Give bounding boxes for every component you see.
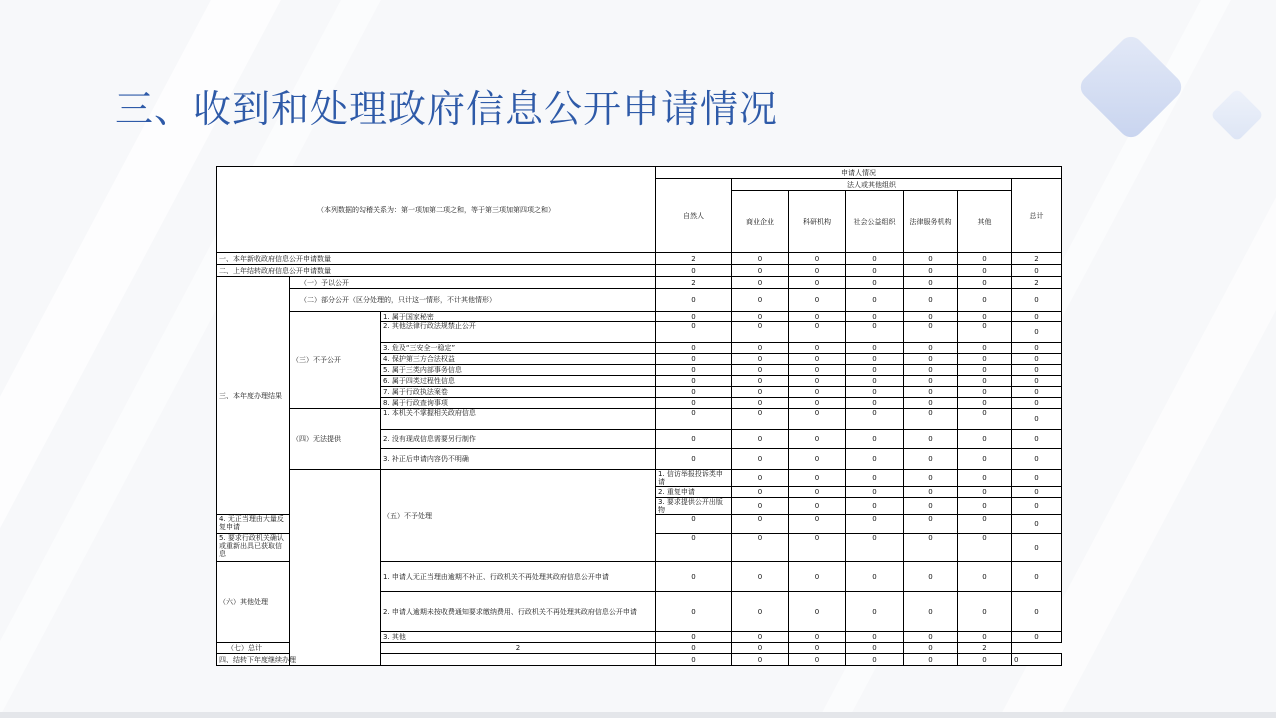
table-row xyxy=(217,265,1062,277)
cannot-provide-group-label: （四）无法提供 xyxy=(290,409,381,470)
cell-value: 0 xyxy=(904,376,958,387)
cell-value: 0 xyxy=(958,343,1012,354)
cell-value: 0 xyxy=(904,289,958,312)
cell-value: 0 xyxy=(904,409,958,430)
cell-value: 0 xyxy=(732,289,789,312)
cell-value: 0 xyxy=(656,398,732,409)
cell-value: 0 xyxy=(958,409,1012,430)
row-label: 2. 重复申请 xyxy=(656,487,732,498)
cell-value: 0 xyxy=(656,632,732,643)
cell-value: 0 xyxy=(732,498,789,515)
cell-value: 0 xyxy=(789,289,846,312)
table-row xyxy=(217,654,1062,666)
decor-diamond xyxy=(1210,88,1264,142)
cell-value: 0 xyxy=(958,430,1012,449)
row-label: 4. 保护第三方合法权益 xyxy=(381,354,656,365)
cell-value: 0 xyxy=(846,643,904,654)
cell-value: 0 xyxy=(958,654,1012,666)
cell-value: 0 xyxy=(846,354,904,365)
cell-value: 0 xyxy=(789,343,846,354)
row-label: 1. 信访举报投诉类申请 xyxy=(656,470,732,487)
cell-value: 0 xyxy=(846,592,904,632)
cell-value: 0 xyxy=(656,289,732,312)
cell-value: 0 xyxy=(732,343,789,354)
cell-value: 0 xyxy=(904,265,958,277)
cell-value: 0 xyxy=(789,592,846,632)
cell-value: 0 xyxy=(904,498,958,515)
cell-value: 0 xyxy=(846,343,904,354)
cell-value: 0 xyxy=(958,312,1012,322)
cell-value: 0 xyxy=(958,289,1012,312)
cell-value: 0 xyxy=(846,470,904,487)
cell-value: 0 xyxy=(846,430,904,449)
cell-total: 0 xyxy=(1012,343,1062,354)
cell-value: 0 xyxy=(904,487,958,498)
cell-value: 0 xyxy=(789,654,846,666)
cell-value: 0 xyxy=(958,322,1012,343)
header-note: （本列数据的勾稽关系为：第一项加第二项之和，等于第三项加第四项之和） xyxy=(217,167,656,253)
cell-value: 0 xyxy=(656,409,732,430)
cell-value: 0 xyxy=(904,253,958,265)
row-label: 6. 属于四类过程性信息 xyxy=(381,376,656,387)
cell-value: 0 xyxy=(656,365,732,376)
cell-total: 0 xyxy=(1012,376,1062,387)
row-label: 2. 申请人逾期未按收费通知要求缴纳费用、行政机关不再处理其政府信息公开申请 xyxy=(381,592,656,632)
row-label: 一、本年新收政府信息公开申请数量 xyxy=(217,253,656,265)
cell-value: 0 xyxy=(732,643,789,654)
cell-value: 0 xyxy=(732,562,789,592)
cell-value: 0 xyxy=(958,449,1012,470)
result-group-label: 三、本年度办理结果 xyxy=(217,277,290,515)
not-processed-group-label: （五）不予处理 xyxy=(381,470,656,562)
table-body xyxy=(217,167,1062,666)
cell-value: 0 xyxy=(656,562,732,592)
cell-value: 0 xyxy=(789,487,846,498)
cell-value: 0 xyxy=(656,343,732,354)
cell-value: 0 xyxy=(789,632,846,643)
cell-value: 0 xyxy=(656,643,732,654)
cell-value: 0 xyxy=(732,277,789,289)
cell-total: 2 xyxy=(1012,253,1062,265)
cell-value: 0 xyxy=(656,265,732,277)
cell-value: 0 xyxy=(846,498,904,515)
result-group-continued xyxy=(290,470,381,666)
cell-total: 0 xyxy=(1012,534,1062,562)
header-natural-person: 自然人 xyxy=(656,179,732,253)
cell-value: 0 xyxy=(904,277,958,289)
cell-value: 0 xyxy=(904,398,958,409)
cell-value: 0 xyxy=(846,322,904,343)
table-row xyxy=(217,277,1062,289)
cell-value: 0 xyxy=(789,265,846,277)
cell-value: 0 xyxy=(656,534,732,562)
cell-value: 0 xyxy=(732,534,789,562)
cell-total: 0 xyxy=(1012,632,1062,643)
cell-value: 0 xyxy=(732,515,789,534)
cell-value: 0 xyxy=(656,387,732,398)
cell-value: 0 xyxy=(656,515,732,534)
cell-value: 0 xyxy=(1012,498,1062,515)
cell-value: 0 xyxy=(846,265,904,277)
cell-total: 0 xyxy=(1012,387,1062,398)
row-label: 四、结转下年度继续办理 xyxy=(217,654,656,666)
cell-total: 0 xyxy=(1012,409,1062,430)
cell-value: 0 xyxy=(732,487,789,498)
cell-total: 2 xyxy=(1012,277,1062,289)
cell-value: 0 xyxy=(958,265,1012,277)
row-label: 1. 本机关不掌握相关政府信息 xyxy=(381,409,656,430)
cell-total: 0 xyxy=(1012,562,1062,592)
cell-value: 0 xyxy=(904,387,958,398)
disclosure-table xyxy=(216,166,1062,666)
header-public-welfare: 社会公益组织 xyxy=(846,191,904,253)
row-label: 3. 其他 xyxy=(381,632,656,643)
table-row xyxy=(217,643,1062,654)
cell-value: 0 xyxy=(958,498,1012,515)
slide-bottom-bar xyxy=(0,712,1276,718)
row-label: （二）部分公开（区分处理的，只计这一情形，不计其他情形） xyxy=(290,289,656,312)
cell-value: 0 xyxy=(958,534,1012,562)
header-total: 总计 xyxy=(1012,179,1062,253)
cell-value: 0 xyxy=(846,253,904,265)
cell-value: 0 xyxy=(1012,470,1062,487)
cell-total: 0 xyxy=(1012,515,1062,534)
cell-value: 0 xyxy=(732,449,789,470)
cell-value: 0 xyxy=(732,430,789,449)
table-row xyxy=(217,289,1062,312)
cell-total: 0 xyxy=(1012,592,1062,632)
header-research: 科研机构 xyxy=(789,191,846,253)
cell-value: 0 xyxy=(789,376,846,387)
cell-value: 0 xyxy=(789,387,846,398)
cell-value: 0 xyxy=(904,632,958,643)
header-legal-and-other: 法人或其他组织 xyxy=(732,179,1012,191)
cell-value: 0 xyxy=(789,430,846,449)
cell-value: 0 xyxy=(789,498,846,515)
cell-value: 0 xyxy=(789,277,846,289)
cell-total: 0 xyxy=(1012,354,1062,365)
cell-value: 0 xyxy=(904,515,958,534)
row-label: 3. 危及“三安全一稳定” xyxy=(381,343,656,354)
cell-value: 0 xyxy=(656,592,732,632)
row-label: 2. 其他法律行政法规禁止公开 xyxy=(381,322,656,343)
cell-value: 0 xyxy=(732,592,789,632)
row-label: 1. 属于国家秘密 xyxy=(381,312,656,322)
cell-value: 0 xyxy=(789,515,846,534)
row-label: 4. 无正当理由大量反复申请 xyxy=(217,515,290,534)
slide-title: 三、收到和处理政府信息公开申请情况 xyxy=(115,87,779,131)
cell-value: 0 xyxy=(789,534,846,562)
cell-value: 0 xyxy=(732,632,789,643)
cell-value: 0 xyxy=(846,365,904,376)
cell-value: 0 xyxy=(846,449,904,470)
cell-value: 0 xyxy=(732,398,789,409)
cell-value: 0 xyxy=(904,562,958,592)
cell-value: 0 xyxy=(789,253,846,265)
cell-total: 0 xyxy=(1012,312,1062,322)
cell-value: 0 xyxy=(846,562,904,592)
other-handling-group-label: （六）其他处理 xyxy=(217,562,290,643)
cell-value: 0 xyxy=(846,398,904,409)
decor-diamond xyxy=(1076,32,1186,142)
cell-value: 0 xyxy=(958,487,1012,498)
cell-value: 0 xyxy=(846,289,904,312)
row-label: 7. 属于行政执法案卷 xyxy=(381,387,656,398)
cell-value: 0 xyxy=(789,322,846,343)
cell-total: 0 xyxy=(1012,322,1062,343)
cell-value: 0 xyxy=(958,592,1012,632)
cell-value: 0 xyxy=(958,470,1012,487)
cell-total: 0 xyxy=(1012,654,1062,666)
cell-value: 0 xyxy=(732,470,789,487)
cell-value: 0 xyxy=(789,449,846,470)
cell-value: 0 xyxy=(846,487,904,498)
cell-value: 2 xyxy=(656,253,732,265)
cell-value: 0 xyxy=(904,430,958,449)
cell-value: 0 xyxy=(904,312,958,322)
cell-value: 0 xyxy=(958,354,1012,365)
cell-value: 0 xyxy=(732,409,789,430)
row-label: 8. 属于行政查询事项 xyxy=(381,398,656,409)
cell-value: 0 xyxy=(904,322,958,343)
cell-value: 0 xyxy=(904,534,958,562)
cell-value: 0 xyxy=(732,322,789,343)
cell-value: 0 xyxy=(789,354,846,365)
cell-value: 0 xyxy=(656,354,732,365)
cell-value: 0 xyxy=(846,515,904,534)
cell-value: 0 xyxy=(732,365,789,376)
cell-total: 2 xyxy=(958,643,1012,654)
cell-value: 0 xyxy=(846,376,904,387)
cell-value: 0 xyxy=(656,654,732,666)
row-label: 5. 属于三类内部事务信息 xyxy=(381,365,656,376)
cell-total: 0 xyxy=(1012,265,1062,277)
cell-value: 0 xyxy=(904,470,958,487)
cell-value: 0 xyxy=(732,265,789,277)
row-label: 2. 没有现成信息需要另行制作 xyxy=(381,430,656,449)
table-row xyxy=(217,253,1062,265)
cell-value: 0 xyxy=(904,365,958,376)
cell-value: 0 xyxy=(656,449,732,470)
cell-value: 0 xyxy=(732,376,789,387)
cell-value: 0 xyxy=(656,312,732,322)
table-row xyxy=(217,470,1062,487)
row-label: 1. 申请人无正当理由逾期不补正、行政机关不再处理其政府信息公开申请 xyxy=(381,562,656,592)
row-label: （七）总计 xyxy=(217,643,381,654)
cell-value: 0 xyxy=(958,253,1012,265)
header-legal-service: 法律服务机构 xyxy=(904,191,958,253)
cell-value: 0 xyxy=(789,312,846,322)
cell-value: 0 xyxy=(846,654,904,666)
cell-value: 0 xyxy=(732,312,789,322)
cell-value: 0 xyxy=(904,592,958,632)
cell-value: 0 xyxy=(846,409,904,430)
table-row xyxy=(217,409,1062,430)
cell-value: 0 xyxy=(656,376,732,387)
cell-total: 0 xyxy=(1012,430,1062,449)
cell-value: 0 xyxy=(904,343,958,354)
cell-value: 0 xyxy=(958,365,1012,376)
cell-value: 0 xyxy=(656,322,732,343)
cell-total: 0 xyxy=(1012,365,1062,376)
cell-value: 0 xyxy=(789,365,846,376)
cell-total: 0 xyxy=(1012,289,1062,312)
cell-value: 0 xyxy=(958,398,1012,409)
cell-value: 0 xyxy=(732,387,789,398)
cell-total: 0 xyxy=(1012,398,1062,409)
cell-value: 2 xyxy=(381,643,656,654)
cell-value: 0 xyxy=(789,470,846,487)
cell-value: 0 xyxy=(846,534,904,562)
cell-value: 2 xyxy=(656,277,732,289)
table-row xyxy=(217,312,1062,322)
cell-value: 0 xyxy=(904,654,958,666)
row-label: 3. 要求提供公开出版物 xyxy=(656,498,732,515)
cell-value: 0 xyxy=(789,562,846,592)
cell-value: 0 xyxy=(958,376,1012,387)
header-business: 商业企业 xyxy=(732,191,789,253)
cell-total: 0 xyxy=(1012,449,1062,470)
cell-value: 0 xyxy=(789,409,846,430)
cell-value: 0 xyxy=(656,430,732,449)
cell-value: 0 xyxy=(904,449,958,470)
cell-value: 0 xyxy=(958,515,1012,534)
cell-value: 0 xyxy=(846,632,904,643)
row-label: 5. 要求行政机关确认或重新出具已获取信息 xyxy=(217,534,290,562)
cell-value: 0 xyxy=(958,562,1012,592)
cell-value: 0 xyxy=(732,354,789,365)
not-open-group-label: （三）不予公开 xyxy=(290,312,381,409)
cell-value: 0 xyxy=(789,398,846,409)
row-label: （一）予以公开 xyxy=(290,277,656,289)
cell-value: 0 xyxy=(789,643,846,654)
header-other: 其他 xyxy=(958,191,1012,253)
header-applicant-situation: 申请人情况 xyxy=(656,167,1062,179)
row-label: 二、上年结转政府信息公开申请数量 xyxy=(217,265,656,277)
cell-value: 0 xyxy=(732,253,789,265)
cell-value: 0 xyxy=(904,354,958,365)
cell-value: 0 xyxy=(1012,487,1062,498)
cell-value: 0 xyxy=(958,277,1012,289)
cell-value: 0 xyxy=(958,632,1012,643)
cell-value: 0 xyxy=(904,643,958,654)
cell-value: 0 xyxy=(958,387,1012,398)
cell-value: 0 xyxy=(846,312,904,322)
row-label: 3. 补正后申请内容仍不明确 xyxy=(381,449,656,470)
cell-value: 0 xyxy=(846,387,904,398)
cell-value: 0 xyxy=(846,277,904,289)
cell-value: 0 xyxy=(732,654,789,666)
